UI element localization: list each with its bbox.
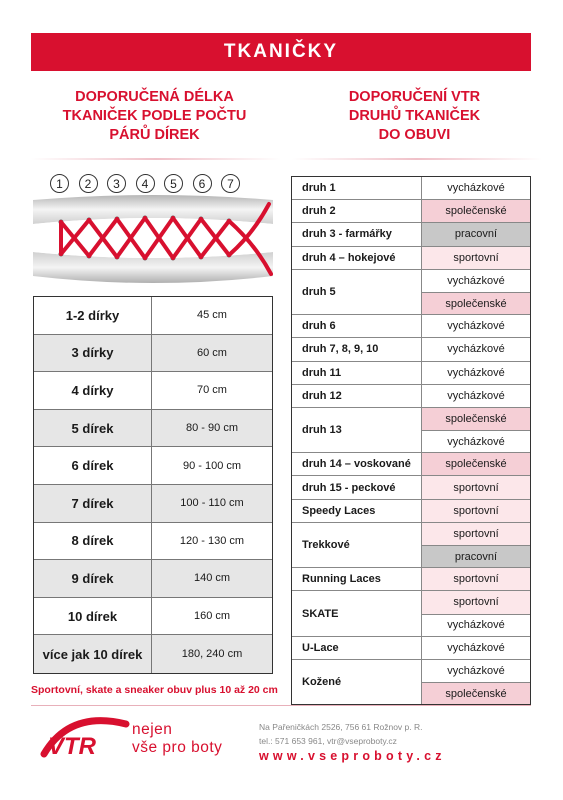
- lace-type-row: [292, 500, 530, 523]
- length-heading: [31, 88, 278, 145]
- lace-use-cell: vycházkové: [422, 338, 530, 360]
- hole-number-circle: 1: [50, 174, 69, 193]
- hole-count-cell: 3 dírky: [34, 335, 152, 372]
- lace-length-cell: 160 cm: [193, 610, 231, 623]
- lace-use-cell: vycházkové: [422, 315, 530, 337]
- lace-type-name: druh 6: [292, 315, 422, 337]
- lace-length-cell: 90 - 100 cm: [182, 459, 242, 472]
- length-heading-line: TKANIČEK PODLE POČTU: [62, 108, 247, 124]
- lace-type-name: SKATE: [292, 591, 422, 635]
- hole-numbers: [50, 174, 240, 193]
- length-table-row: [34, 485, 272, 523]
- divider: [292, 158, 542, 160]
- lace-type-name: Kožené: [292, 660, 422, 704]
- lace-type-name: Running Laces: [292, 568, 422, 590]
- lace-use-cell: sportovní: [422, 500, 530, 522]
- divider: [31, 158, 281, 160]
- lace-type-row: [292, 200, 530, 223]
- lace-use-cell: společenské: [422, 292, 530, 314]
- lace-type-row: [292, 476, 530, 499]
- hole-count-cell: 5 dírek: [34, 410, 152, 447]
- lace-type-row: [292, 223, 530, 246]
- length-table-row: [34, 372, 272, 410]
- hole-count-cell: 4 dírky: [34, 372, 152, 409]
- lace-use-cell: vycházkové: [422, 385, 530, 407]
- lace-type-row: [292, 660, 530, 704]
- lace-use-cell: vycházkové: [422, 614, 530, 636]
- lace-type-name: Speedy Laces: [292, 500, 422, 522]
- lace-use-cell: vycházkové: [422, 637, 530, 659]
- lace-length-cell: 180, 240 cm: [181, 648, 243, 661]
- footer-divider: [31, 705, 531, 706]
- hole-number-circle: 7: [221, 174, 240, 193]
- lace-use-cell: vycházkové: [422, 177, 530, 199]
- lace-length-cell: 120 - 130 cm: [179, 534, 245, 547]
- lace-length-cell: 60 cm: [197, 346, 227, 359]
- lace-type-table: [291, 176, 531, 705]
- lace-length-cell: 100 - 110 cm: [180, 497, 244, 510]
- lace-use-cell: pracovní: [422, 223, 530, 245]
- length-heading-line: DOPORUČENÁ DÉLKA: [75, 89, 234, 105]
- lace-type-name: druh 2: [292, 200, 422, 222]
- length-table-row: [34, 635, 272, 673]
- vtr-logo: [40, 716, 130, 762]
- contact-text: tel.: 571 653 961, vtr@vseproboty.cz: [259, 736, 397, 746]
- tagline-line: vše pro boty: [132, 739, 223, 756]
- lace-use-cell: vycházkové: [422, 430, 530, 452]
- length-table-row: [34, 335, 272, 373]
- lace-type-row: [292, 362, 530, 385]
- lace-length-cell: 80 - 90 cm: [186, 422, 238, 435]
- lace-type-name: druh 11: [292, 362, 422, 384]
- lace-type-row: [292, 591, 530, 636]
- lace-type-row: [292, 408, 530, 453]
- types-heading-line: DO OBUVI: [378, 127, 451, 143]
- hole-count-cell: 7 dírek: [34, 485, 152, 522]
- lace-use-cell: sportovní: [422, 568, 530, 590]
- lace-type-name: druh 13: [292, 408, 422, 452]
- hole-count-cell: 9 dírek: [34, 560, 152, 597]
- contact-info: [259, 720, 423, 748]
- lace-use-cell: sportovní: [422, 247, 530, 269]
- length-table-row: [34, 523, 272, 561]
- hole-count-cell: 1-2 dírky: [34, 297, 152, 334]
- lace-type-name: druh 4 – hokejové: [292, 247, 422, 269]
- hole-number-circle: 6: [193, 174, 212, 193]
- lace-type-name: druh 12: [292, 385, 422, 407]
- lace-use-cell: sportovní: [422, 591, 530, 613]
- lace-type-row: [292, 247, 530, 270]
- lace-use-cell: sportovní: [422, 523, 530, 545]
- lace-type-name: druh 5: [292, 270, 422, 314]
- length-table-row: [34, 598, 272, 636]
- address-text: Na Pařeničkách 2526, 756 61 Rožnov p. R.: [259, 722, 423, 732]
- lace-use-cell: vycházkové: [422, 270, 530, 292]
- hole-number-circle: 5: [164, 174, 183, 193]
- lace-use-cell: společenské: [422, 200, 530, 222]
- lace-type-name: druh 14 – voskované: [292, 453, 422, 475]
- length-table-row: [34, 410, 272, 448]
- lace-type-name: druh 7, 8, 9, 10: [292, 338, 422, 360]
- lace-type-row: [292, 453, 530, 476]
- tagline-line: nejen: [132, 721, 173, 738]
- lace-type-row: [292, 338, 530, 361]
- lace-type-row: [292, 523, 530, 568]
- lace-use-cell: pracovní: [422, 545, 530, 567]
- hole-count-cell: více jak 10 dírek: [34, 635, 152, 673]
- page-title-banner: [31, 33, 531, 71]
- length-heading-line: PÁRŮ DÍREK: [109, 127, 200, 143]
- lace-use-cell: společenské: [422, 682, 530, 704]
- types-heading-line: DOPORUČENÍ VTR: [348, 89, 481, 105]
- sport-shoe-note: Sportovní, skate a sneaker obuv plus 10 až 20 cm: [31, 684, 278, 696]
- length-table-row: [34, 447, 272, 485]
- lace-use-cell: vycházkové: [422, 362, 530, 384]
- hole-count-cell: 10 dírek: [34, 598, 152, 635]
- lace-use-cell: sportovní: [422, 476, 530, 498]
- length-table-row: [34, 297, 272, 335]
- shoe-lacing-illustration: [33, 194, 273, 284]
- lace-length-cell: 140 cm: [193, 572, 231, 585]
- lace-type-row: [292, 637, 530, 660]
- lace-length-table: [33, 296, 273, 674]
- shoe-tongue: [33, 218, 273, 258]
- lace-type-row: [292, 270, 530, 315]
- tagline: [132, 721, 222, 757]
- hole-number-circle: 2: [79, 174, 98, 193]
- length-table-row: [34, 560, 272, 598]
- types-heading-line: DRUHŮ TKANIČEK: [348, 108, 481, 124]
- hole-number-circle: 3: [107, 174, 126, 193]
- types-heading: [298, 88, 531, 145]
- lace-type-name: druh 15 - peckové: [292, 476, 422, 498]
- lace-length-cell: 70 cm: [197, 384, 227, 397]
- lace-type-name: U-Lace: [292, 637, 422, 659]
- lace-type-name: druh 1: [292, 177, 422, 199]
- lace-use-cell: vycházkové: [422, 660, 530, 682]
- hole-count-cell: 8 dírek: [34, 523, 152, 560]
- lace-type-row: [292, 385, 530, 408]
- lace-use-cell: společenské: [422, 408, 530, 430]
- lace-type-name: Trekkové: [292, 523, 422, 567]
- lace-type-row: [292, 177, 530, 200]
- logo-text: VTR: [48, 733, 96, 760]
- lace-type-row: [292, 568, 530, 591]
- page-title: TKANIČKY: [223, 41, 339, 62]
- hole-number-circle: 4: [136, 174, 155, 193]
- lace-length-cell: 45 cm: [197, 309, 227, 322]
- website-link[interactable]: www.vseproboty.cz: [259, 749, 446, 763]
- lace-type-row: [292, 315, 530, 338]
- lace-type-name: druh 3 - farmářky: [292, 223, 422, 245]
- lace-use-cell: společenské: [422, 453, 530, 475]
- hole-count-cell: 6 dírek: [34, 447, 152, 484]
